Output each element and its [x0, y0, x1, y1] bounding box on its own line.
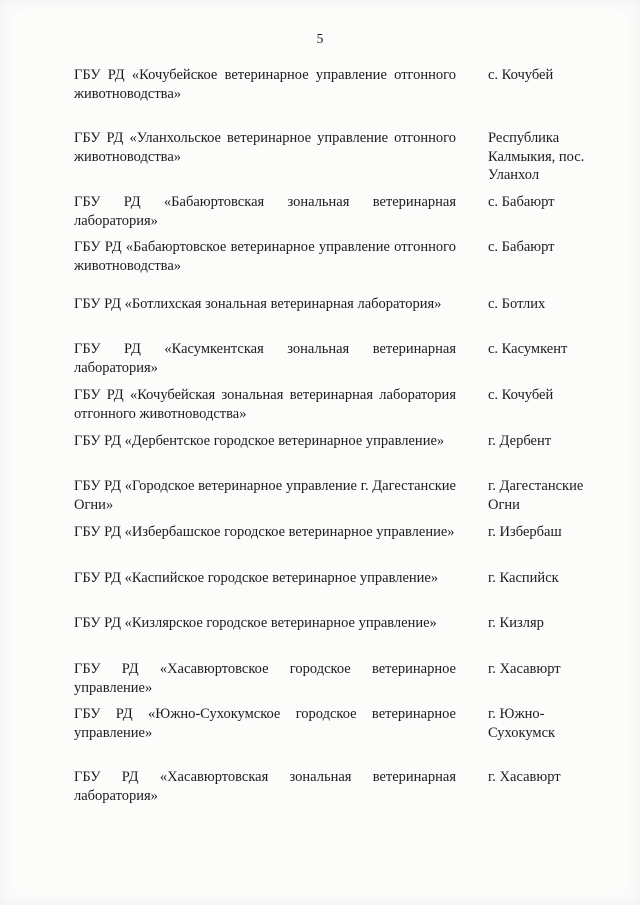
organization-name: ГБУ РД «Каспийское городское ветеринарное управление» — [74, 570, 439, 586]
list-item — [74, 129, 602, 189]
list-item — [74, 66, 602, 126]
organization-name: ГБУ РД «Кизлярское городское ветеринарное управление» — [74, 615, 437, 631]
organization-name: ГБУ РД «Городское ветеринарное управление г. Дагестанские Огни» — [74, 478, 456, 513]
organization-location: с. Кочубей — [488, 387, 554, 403]
organization-name: ГБУ РД «Бабаюртовская зональная ветеринарная лаборатория» — [74, 194, 456, 229]
organization-location: с. Касумкент — [488, 341, 568, 357]
organization-name: ГБУ РД «Дербентское городское ветеринарное управление» — [74, 433, 445, 449]
organization-location: с. Ботлих — [488, 296, 546, 312]
organization-location: с. Бабаюрт — [488, 194, 555, 210]
organization-location: г. Хасавюрт — [488, 661, 561, 677]
organization-name: ГБУ РД «Касумкентская зональная ветеринарная лаборатория» — [74, 341, 456, 376]
organization-location: г. Избербаш — [488, 524, 562, 540]
organization-name: ГБУ РД «Хасавюртовская зональная ветеринарная лаборатория» — [74, 769, 456, 804]
list-item — [74, 238, 602, 298]
organization-name: ГБУ РД «Уланхольское ветеринарное управление отгонного животноводства» — [74, 130, 456, 165]
organization-location: с. Бабаюрт — [488, 239, 555, 255]
organization-name: ГБУ РД «Кочубейское ветеринарное управление отгонного животноводства» — [74, 67, 456, 102]
list-item — [74, 768, 602, 828]
organization-location: г. Дербент — [488, 433, 552, 449]
organization-location: г. Кизляр — [488, 615, 544, 631]
organization-location: г. Каспийск — [488, 570, 559, 586]
organization-location: г. Южно-Сухокумск — [488, 706, 556, 741]
organization-name: ГБУ РД «Бабаюртовское ветеринарное управление отгонного животноводства» — [74, 239, 456, 274]
organization-name: ГБУ РД «Кочубейская зональная ветеринарная лаборатория отгонного животноводства» — [74, 387, 456, 422]
organization-location: г. Дагестанские Огни — [488, 478, 584, 513]
organization-location: с. Кочубей — [488, 67, 554, 83]
organization-name: ГБУ РД «Ботлихская зональная ветеринарная лаборатория» — [74, 296, 442, 312]
organization-location: Республика Калмыкия, пос. Уланхол — [488, 130, 585, 183]
organization-name: ГБУ РД «Избербашское городское ветеринарное управление» — [74, 524, 455, 540]
page-number: 5 — [316, 31, 324, 46]
organization-name: ГБУ РД «Хасавюртовское городское ветеринарное управление» — [74, 661, 456, 696]
organization-location: г. Хасавюрт — [488, 769, 561, 785]
list-item — [74, 705, 602, 765]
organization-name: ГБУ РД «Южно-Сухокумское городское ветеринарное управление» — [74, 706, 456, 741]
